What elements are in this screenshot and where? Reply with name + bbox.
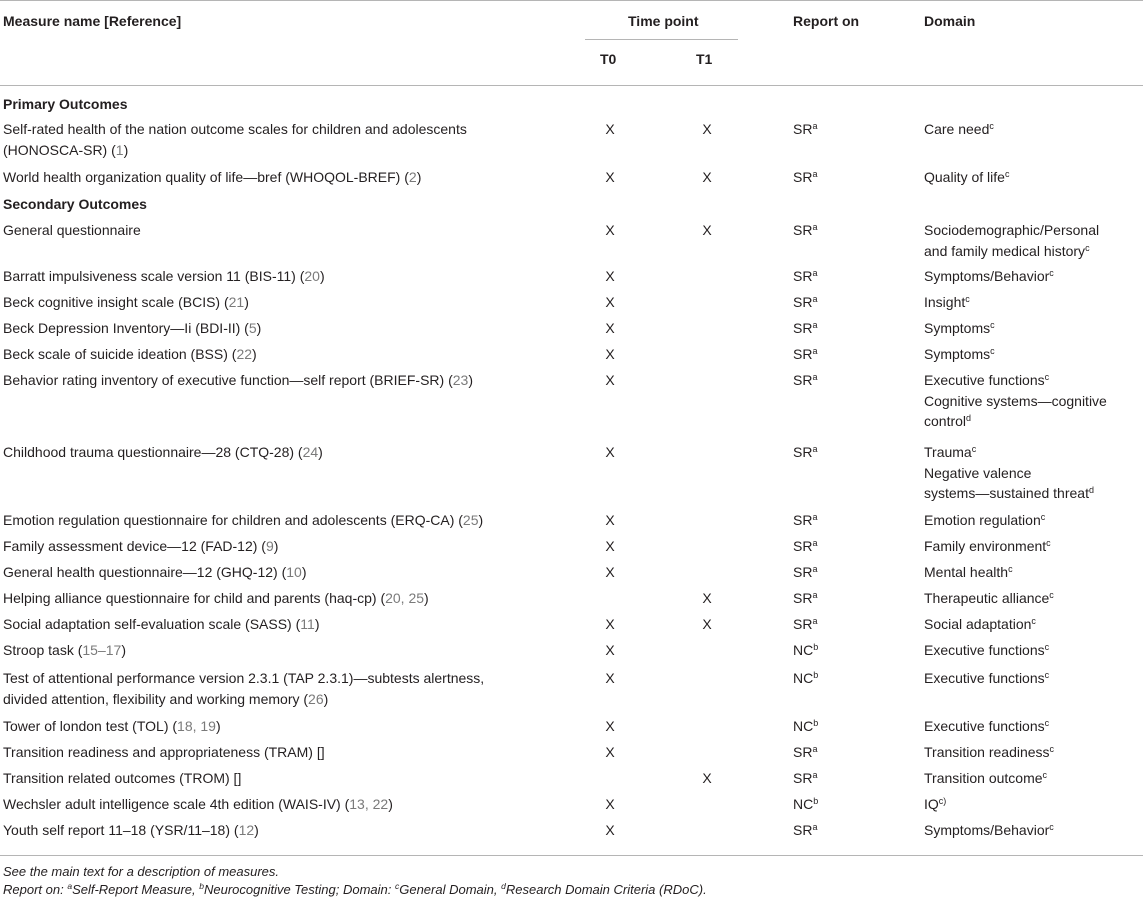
t0-marker: X (605, 642, 615, 658)
measure-name (3, 588, 429, 609)
report-on-value (793, 668, 818, 689)
measure-name-text: Self-rated health of the nation outcome scales for children and adolescents (3, 121, 467, 137)
header-rule (0, 85, 1143, 86)
domain-superscript: d (1088, 485, 1094, 495)
measure-name-text: Test of attentional performance version 2.3.1 (TAP 2.3.1)—subtests alertness, (3, 670, 485, 686)
domain-text: Social adaptation (924, 616, 1032, 632)
measure-name (3, 794, 393, 815)
footnote-prefix: Report on: (3, 882, 68, 897)
domain-text: Symptoms (924, 320, 991, 336)
domain-text: control (924, 413, 967, 429)
domain-superscript: c (1044, 642, 1050, 652)
reference-number: 26 (308, 690, 324, 707)
measure-name-text: Helping alliance questionnaire for child and parents (haq-cp) ( (3, 590, 386, 606)
report-superscript: a (812, 590, 818, 600)
domain-superscript: c (1044, 670, 1050, 680)
report-code: SR (793, 512, 813, 528)
measure-name-text: Beck scale of suicide ideation (BSS) ( (3, 346, 237, 362)
report-superscript: a (812, 444, 818, 454)
domain-text: systems—sustained threat (924, 485, 1089, 501)
report-superscript: a (812, 268, 818, 278)
col-header-domain: Domain (924, 13, 976, 29)
report-on-value (793, 266, 817, 287)
report-superscript: a (812, 616, 818, 626)
bottom-rule (0, 855, 1143, 856)
measure-name-text: Childhood trauma questionnaire—28 (CTQ-28) ( (3, 444, 303, 460)
footnote-text-b: Neurocognitive Testing; Domain: (203, 882, 395, 897)
domain-text: and family medical history (924, 242, 1086, 259)
footnote-line-1: See the main text for a description of measures. (3, 864, 280, 879)
domain-text: Negative valence (924, 464, 1032, 481)
measure-name-text: General questionnaire (3, 222, 141, 238)
reference-number: 25 (462, 512, 479, 528)
domain-superscript: c (1049, 822, 1054, 832)
report-superscript: a (812, 512, 818, 522)
footnote-line-2 (3, 882, 707, 897)
domain-superscript: d (966, 413, 972, 423)
measure-name-text: (HONOSCA-SR) ( (3, 141, 116, 158)
domain-text: Cognitive systems—cognitive (924, 392, 1107, 409)
domain-value (924, 668, 1049, 689)
domain-value (924, 536, 1051, 557)
domain-text: Care need (924, 121, 990, 137)
domain-text: Transition outcome (924, 770, 1043, 786)
domain-value (924, 510, 1045, 531)
report-on-value (793, 562, 817, 583)
measure-name (3, 742, 325, 763)
footnote-sup-d: d (501, 881, 506, 891)
domain-value (924, 318, 995, 339)
report-superscript: a (812, 822, 818, 832)
measure-name-text: Family assessment device—12 (FAD-12) ( (3, 538, 266, 554)
footnote-text-c: General Domain, (399, 882, 502, 897)
reference-close: ) (319, 268, 325, 284)
domain-value (924, 640, 1049, 661)
domain-value (924, 588, 1054, 609)
report-on-value (793, 292, 817, 313)
footnote-text-a: Self-Report Measure, (72, 882, 200, 897)
report-on-value (793, 742, 817, 763)
reference-number: 1 (115, 141, 124, 158)
reference-close: ) (273, 538, 279, 554)
measure-name (3, 640, 126, 661)
t0-marker: X (605, 538, 615, 554)
domain-text: Sociodemographic/Personal (924, 222, 1100, 238)
reference-number: 12 (238, 822, 255, 838)
domain-superscript: c (1049, 744, 1055, 754)
report-on-value (793, 442, 817, 463)
domain-value (924, 119, 994, 140)
report-code: NC (793, 642, 814, 658)
report-on-value (793, 768, 817, 789)
measure-name-text: Stroop task ( (3, 642, 83, 658)
reference-number: 23 (452, 372, 469, 388)
reference-close: ) (215, 718, 221, 734)
t0-marker: X (605, 512, 615, 528)
report-on-value (793, 640, 818, 661)
reference-number: 9 (265, 538, 274, 554)
col-header-t0: T0 (600, 51, 617, 67)
measure-name-text: Social adaptation self-evaluation scale (SASS) ( (3, 616, 301, 632)
time-point-rule (585, 39, 738, 40)
reference-number: 18, 19 (177, 718, 216, 734)
report-code: SR (793, 564, 813, 580)
domain-text: Emotion regulation (924, 512, 1041, 528)
t0-marker: X (605, 268, 615, 284)
domain-text: Symptoms/Behavior (924, 822, 1050, 838)
domain-text: IQ (924, 796, 939, 812)
reference-close: ) (121, 642, 126, 658)
domain-superscript: c (1004, 169, 1010, 179)
measure-name-text: Youth self report 11–18 (YSR/11–18) ( (3, 822, 239, 838)
report-superscript: a (812, 564, 818, 574)
report-code: SR (793, 538, 813, 554)
measure-name (3, 119, 467, 160)
t0-marker: X (605, 718, 615, 734)
reference-number: 11 (300, 616, 315, 632)
measure-name (3, 442, 323, 463)
domain-superscript: c (989, 121, 994, 131)
report-code: SR (793, 590, 813, 606)
reference-number: 13, 22 (349, 796, 389, 812)
measure-name (3, 536, 278, 557)
measure-name-text: World health organization quality of life—bref (WHOQOL-BREF) ( (3, 169, 409, 185)
reference-close: ) (252, 346, 257, 362)
reference-close: ) (244, 294, 249, 310)
domain-superscript: c (990, 346, 995, 356)
report-on-value (793, 536, 817, 557)
t0-marker: X (605, 372, 615, 388)
reference-number: 5 (248, 320, 257, 336)
section-primary-outcomes: Primary Outcomes (3, 96, 128, 112)
report-superscript: a (812, 346, 818, 356)
reference-close: ) (388, 796, 393, 812)
reference-close: ) (318, 444, 323, 460)
domain-text: Symptoms (924, 346, 991, 362)
report-on-value (793, 220, 817, 241)
domain-text: Therapeutic alliance (924, 590, 1050, 606)
section-secondary-outcomes: Secondary Outcomes (3, 196, 147, 212)
reference-number: 2 (408, 169, 417, 185)
col-header-time-point: Time point (628, 13, 699, 29)
report-on-value (793, 344, 817, 365)
report-superscript: a (812, 121, 818, 131)
footnote-text-d: Research Domain Criteria (RDoC). (505, 882, 707, 897)
measure-name (3, 768, 241, 789)
report-on-value (793, 119, 817, 140)
report-superscript: a (812, 294, 818, 304)
measure-name-text: Transition related outcomes (TROM) [] (3, 770, 242, 786)
footnote-sup-a: a (67, 881, 73, 891)
measure-name (3, 344, 257, 365)
measure-name-text: General health questionnaire—12 (GHQ-12) ( (3, 564, 287, 580)
domain-superscript: c (1044, 718, 1050, 728)
report-code: SR (793, 822, 813, 838)
reference-close: ) (301, 564, 307, 580)
domain-superscript: c (1044, 372, 1050, 382)
report-superscript: a (812, 320, 818, 330)
reference-number: 20 (304, 268, 320, 284)
measure-name (3, 220, 141, 241)
t1-marker: X (702, 121, 712, 137)
reference-number: 24 (302, 444, 319, 460)
t1-marker: X (702, 770, 712, 786)
t0-marker: X (605, 121, 615, 137)
t0-marker: X (605, 320, 615, 336)
measure-name (3, 668, 484, 709)
t0-marker: X (605, 822, 615, 838)
report-on-value (793, 167, 817, 188)
domain-value (924, 562, 1013, 583)
reference-number: 22 (236, 346, 253, 362)
t1-marker: X (702, 590, 712, 606)
measure-name-text: Beck Depression Inventory—Ii (BDI-II) ( (3, 320, 249, 336)
domain-text: Quality of life (924, 169, 1005, 185)
report-code: SR (793, 320, 813, 336)
report-code: SR (793, 744, 813, 760)
reference-number: 15–17 (82, 642, 122, 658)
report-code: SR (793, 294, 813, 310)
domain-text: Executive functions (924, 670, 1045, 686)
measure-name-text: Emotion regulation questionnaire for children and adolescents (ERQ-CA) ( (3, 512, 463, 528)
report-superscript: a (812, 372, 818, 382)
report-code: SR (793, 169, 813, 185)
domain-text: Insight (924, 294, 966, 310)
report-code: NC (793, 670, 814, 686)
domain-superscript: c (1049, 268, 1054, 278)
report-superscript: a (812, 538, 818, 548)
measure-name (3, 562, 307, 583)
t0-marker: X (605, 294, 615, 310)
col-header-t1: T1 (696, 51, 713, 67)
domain-value (924, 167, 1009, 188)
domain-superscript: c (1085, 242, 1090, 253)
t1-marker: X (702, 222, 712, 238)
domain-value (924, 614, 1036, 635)
reference-close: ) (256, 320, 262, 336)
t0-marker: X (605, 222, 615, 238)
report-superscript: b (813, 718, 819, 728)
measure-name (3, 716, 221, 737)
report-code: SR (793, 616, 813, 632)
domain-value (924, 742, 1054, 763)
reference-close: ) (424, 590, 429, 606)
domain-superscript: c (1008, 564, 1013, 574)
report-superscript: a (812, 770, 818, 780)
t0-marker: X (605, 616, 615, 632)
measure-name-text: divided attention, flexibility and working memory ( (3, 690, 309, 707)
measure-name-text: Behavior rating inventory of executive function—self report (BRIEF-SR) ( (3, 372, 453, 388)
reference-number: 20, 25 (385, 590, 425, 606)
measure-name (3, 318, 261, 339)
reference-number: 21 (228, 294, 245, 310)
domain-superscript: c (1031, 616, 1036, 626)
t1-marker: X (702, 169, 712, 185)
t0-marker: X (605, 744, 615, 760)
report-code: SR (793, 444, 813, 460)
report-on-value (793, 614, 817, 635)
report-code: SR (793, 770, 813, 786)
domain-superscript: c) (938, 796, 947, 806)
report-superscript: a (812, 169, 818, 179)
report-code: SR (793, 121, 813, 137)
report-superscript: b (813, 670, 819, 680)
domain-value (924, 716, 1049, 737)
report-code: NC (793, 718, 814, 734)
domain-value (924, 768, 1047, 789)
reference-close: ) (478, 512, 484, 528)
domain-superscript: c (1042, 770, 1048, 780)
report-on-value (793, 820, 817, 841)
domain-value (924, 292, 970, 313)
report-superscript: b (813, 642, 819, 652)
reference-close: ) (468, 372, 473, 388)
t0-marker: X (605, 670, 615, 686)
domain-superscript: c (990, 320, 995, 330)
domain-superscript: c (965, 294, 970, 304)
report-on-value (793, 716, 818, 737)
domain-value (924, 442, 1094, 504)
reference-close: ) (254, 822, 259, 838)
report-code: SR (793, 346, 813, 362)
report-on-value (793, 510, 817, 531)
t1-marker: X (702, 616, 712, 632)
domain-text: Family environment (924, 538, 1047, 554)
report-superscript: b (813, 796, 819, 806)
measure-name (3, 614, 320, 635)
domain-superscript: c (1040, 512, 1046, 522)
report-code: SR (793, 268, 813, 284)
report-superscript: a (812, 744, 818, 754)
domain-superscript: c (1046, 538, 1051, 548)
domain-text: Transition readiness (924, 744, 1050, 760)
reference-close: ) (123, 141, 129, 158)
t0-marker: X (605, 564, 615, 580)
domain-superscript: c (1049, 590, 1054, 600)
reference-close: ) (314, 616, 320, 632)
t0-marker: X (605, 444, 615, 460)
report-on-value (793, 370, 817, 391)
measure-name-text: Tower of london test (TOL) ( (3, 718, 178, 734)
domain-text: Executive functions (924, 372, 1045, 388)
report-on-value (793, 588, 817, 609)
domain-value (924, 266, 1054, 287)
measure-name (3, 370, 473, 391)
domain-text: Trauma (924, 444, 972, 460)
col-header-report-on: Report on (793, 13, 860, 29)
footnote-sup-b: b (199, 881, 204, 891)
measure-name-text: Beck cognitive insight scale (BCIS) ( (3, 294, 229, 310)
domain-text: Executive functions (924, 718, 1045, 734)
measure-name-text: Barratt impulsiveness scale version 11 (BIS-11) ( (3, 268, 305, 284)
domain-text: Symptoms/Behavior (924, 268, 1050, 284)
domain-value (924, 794, 946, 815)
reference-close: ) (323, 690, 329, 707)
measure-name (3, 292, 249, 313)
measure-name-text: Wechsler adult intelligence scale 4th edition (WAIS-IV) ( (3, 796, 350, 812)
domain-superscript: c (971, 444, 977, 454)
measure-name (3, 820, 259, 841)
t0-marker: X (605, 346, 615, 362)
t0-marker: X (605, 169, 615, 185)
report-code: NC (793, 796, 814, 812)
reference-close: ) (416, 169, 422, 185)
col-header-measure: Measure name [Reference] (3, 13, 182, 29)
measure-name-text: Transition readiness and appropriateness (TRAM) [] (3, 744, 325, 760)
domain-text: Mental health (924, 564, 1009, 580)
domain-value (924, 344, 995, 365)
report-code: SR (793, 372, 813, 388)
report-on-value (793, 794, 818, 815)
reference-number: 10 (286, 564, 302, 580)
domain-value (924, 220, 1099, 261)
footnote-sup-c: c (394, 881, 400, 891)
top-rule (0, 0, 1143, 1)
domain-value (924, 820, 1054, 841)
domain-text: Executive functions (924, 642, 1045, 658)
report-on-value (793, 318, 817, 339)
report-superscript: a (812, 222, 818, 232)
measure-name (3, 167, 421, 188)
domain-value (924, 370, 1107, 432)
measure-name (3, 266, 325, 287)
report-code: SR (793, 222, 813, 238)
t0-marker: X (605, 796, 615, 812)
measure-name (3, 510, 483, 531)
